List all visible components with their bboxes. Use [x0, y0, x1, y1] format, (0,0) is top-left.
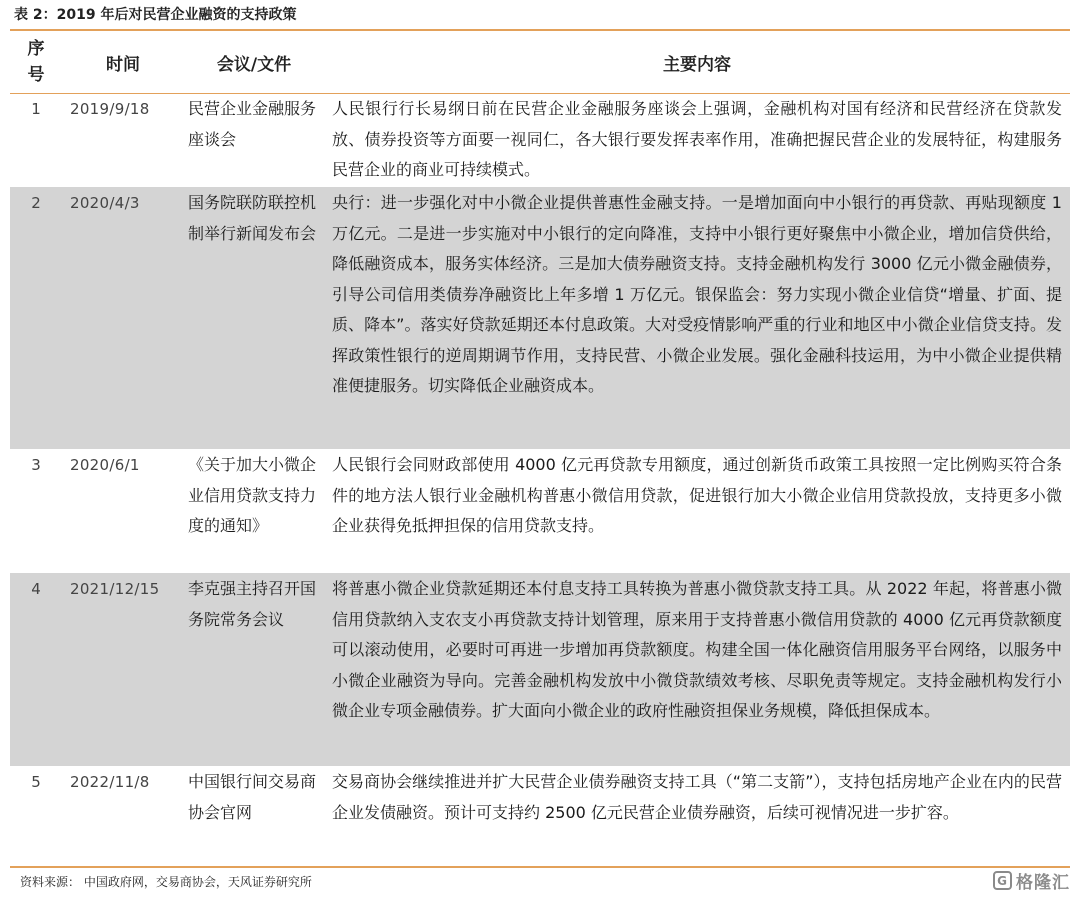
table-row [10, 187, 1070, 449]
source-note: 资料来源： 中国政府网，交易商协会，天风证券研究所 [20, 875, 312, 889]
header-meeting: 会议/文件 [216, 54, 292, 75]
table-row [10, 573, 1070, 766]
table-row [10, 766, 1070, 864]
row-meeting: 中国银行间交易商协会官网 [188, 772, 317, 822]
row-date: 2020/4/3 [62, 187, 184, 449]
table-row [10, 449, 1070, 573]
row-content: 人民银行会同财政部使用 4000 亿元再贷款专用额度，通过创新货币政策工具按照一定比例购买符合条件的地方法人银行业金融机构普惠小微信用贷款，促进银行加大小微企业信用贷款投放，支持更多小微企业获得免抵押担保的信用贷款支持。 [332, 455, 1062, 535]
row-meeting: 李克强主持召开国务院常务会议 [184, 573, 324, 766]
bottom-rule [10, 866, 1070, 868]
row-no: 2 [10, 187, 62, 449]
row-meeting: 民营企业金融服务座谈会 [188, 99, 317, 149]
table-header-row [10, 31, 1070, 93]
row-content: 交易商协会继续推进并扩大民营企业债券融资支持工具（“第二支箭”），支持包括房地产企业在内的民营企业发债融资。预计可支持约 2500 亿元民营企业债券融资，后续可视情况进一步扩容。 [332, 772, 1062, 822]
header-content: 主要内容 [663, 54, 731, 75]
row-no: 1 [31, 100, 41, 118]
row-no: 5 [31, 773, 41, 791]
row-date: 2019/9/18 [70, 100, 150, 118]
row-meeting: 国务院联防联控机制举行新闻发布会 [184, 187, 324, 449]
policy-table [10, 31, 1070, 864]
watermark [993, 868, 1070, 893]
row-meeting: 《关于加大小微企业信用贷款支持力度的通知》 [188, 455, 317, 535]
row-no: 3 [31, 456, 41, 474]
watermark-text: 格隆汇 [1016, 873, 1070, 893]
row-date: 2021/12/15 [62, 573, 184, 766]
header-no: 序号 [27, 39, 45, 85]
gelonghui-logo-icon: G [993, 871, 1012, 890]
header-date: 时间 [106, 54, 140, 75]
table-caption: 表 2：2019 年后对民营企业融资的支持政策 [14, 7, 297, 23]
row-no: 4 [10, 573, 62, 766]
row-date: 2022/11/8 [70, 773, 150, 791]
row-content: 将普惠小微企业贷款延期还本付息支持工具转换为普惠小微贷款支持工具。从 2022 年起，将普惠小微信用贷款纳入支农支小再贷款支持计划管理，原来用于支持普惠小微信用贷款的 4000 亿元再贷款额度可以滚动使用，必要时可再进一步增加再贷款额度。构建全国一体化融资信用服务平台网络，以服务中小微企业融资为导向。完善金融机构发放中小微贷款绩效考核、尽职免责等规定。支持金融机构发行小微企业专项金融债券。扩大面向小微企业的政府性融资担保业务规模，降低担保成本。 [324, 573, 1070, 766]
row-content: 央行：进一步强化对中小微企业提供普惠性金融支持。一是增加面向中小银行的再贷款、再贴现额度 1 万亿元。二是进一步实施对中小银行的定向降准，支持中小银行更好聚焦中小微企业，增加信贷供给，降低融资成本，服务实体经济。三是加大债券融资支持。支持金融机构发行 3000 亿元小微金融债券，引导公司信用类债券净融资比上年多增 1 万亿元。银保监会：努力实现小微企业信贷“增量、扩面、提质、降本”。落实好贷款延期还本付息政策。大对受疫情影响严重的行业和地区中小微企业信贷支持。发挥政策性银行的逆周期调节作用，支持民营、小微企业发展。强化金融科技运用，为中小微企业提供精准便捷服务。切实降低企业融资成本。 [324, 187, 1070, 449]
row-date: 2020/6/1 [70, 456, 140, 474]
row-content: 人民银行行长易纲日前在民营企业金融服务座谈会上强调，金融机构对国有经济和民营经济在贷款发放、债券投资等方面要一视同仁，各大银行要发挥表率作用，准确把握民营企业的发展特征，构建服务民营企业的商业可持续模式。 [332, 99, 1062, 179]
table-row [10, 93, 1070, 187]
